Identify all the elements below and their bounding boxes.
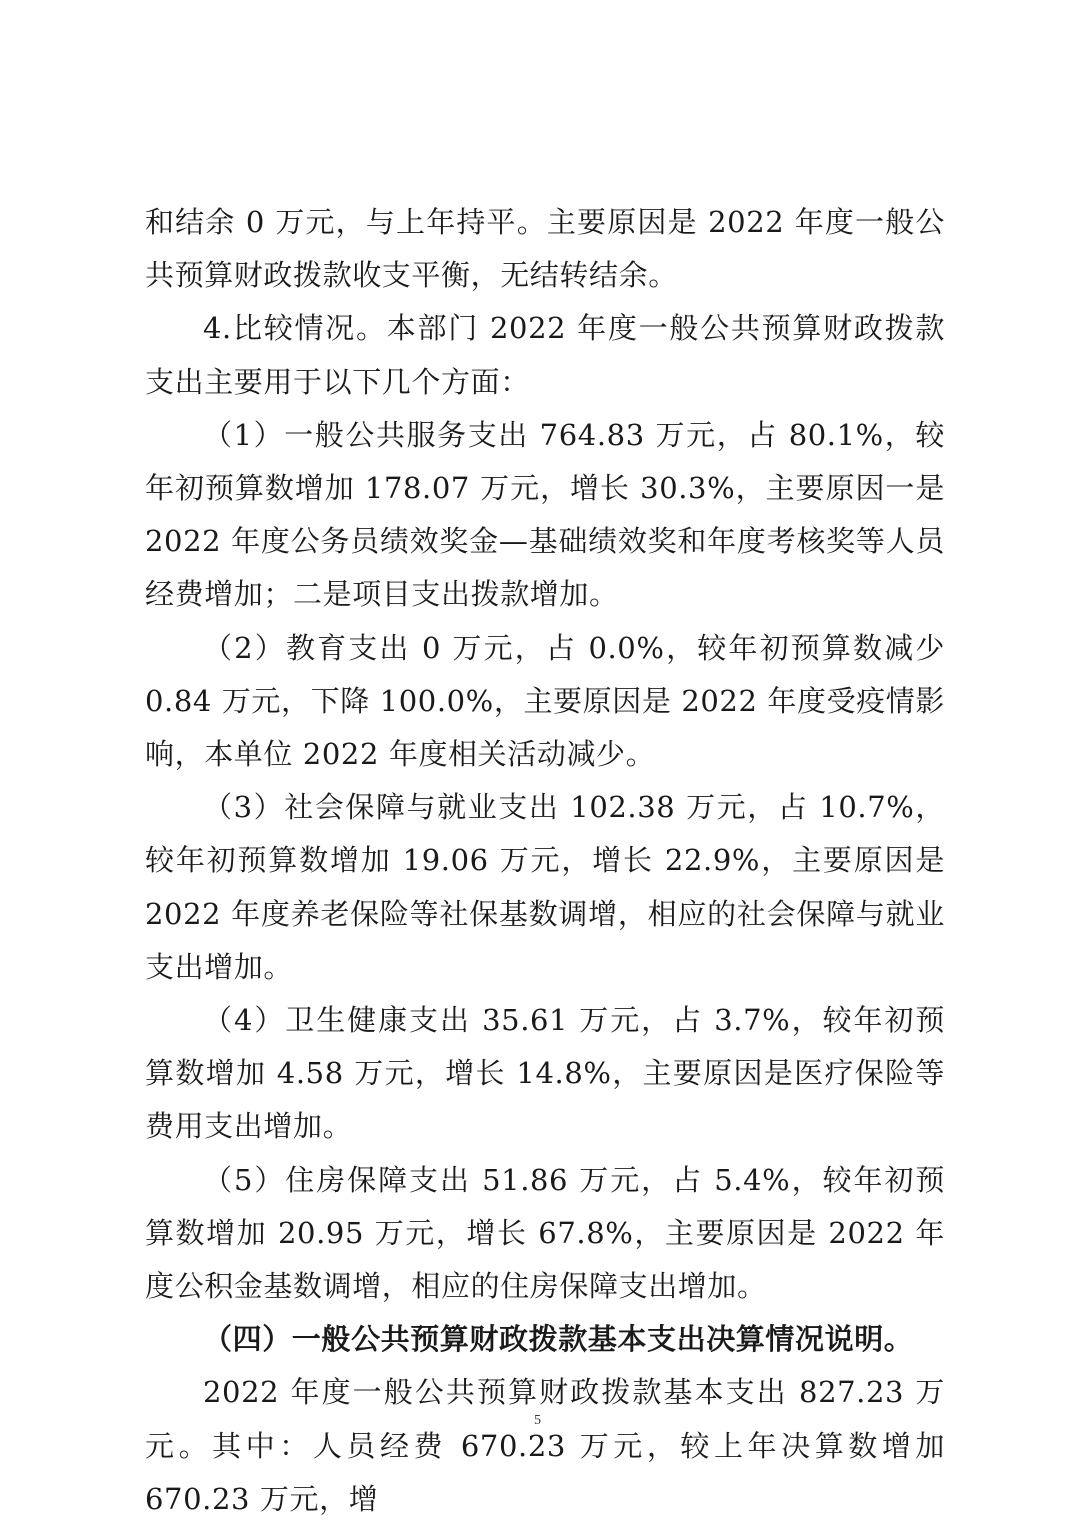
paragraph-comparison-intro: 4.比较情况。本部门 2022 年度一般公共预算财政拨款支出主要用于以下几个方面： <box>145 311 945 399</box>
section-heading: （四）一般公共预算财政拨款基本支出决算情况说明。 <box>203 1322 914 1357</box>
paragraph-continuation: 和结余 0 万元，与上年持平。主要原因是 2022 年度一般公共预算财政拨款收支平衡，无结转结余。 <box>145 205 945 293</box>
paragraph-basic-expenditure: 2022 年度一般公共预算财政拨款基本支出 827.23 万元。其中：人员经费 670.23 万元，较上年决算数增加 670.23 万元，增 <box>145 1375 945 1516</box>
paragraph-health: （4）卫生健康支出 35.61 万元，占 3.7%，较年初预算数增加 4.58 万元，增长 14.8%，主要原因是医疗保险等费用支出增加。 <box>145 1003 945 1144</box>
page-number: 5 <box>534 1413 541 1428</box>
paragraph-education: （2）教育支出 0 万元，占 0.0%，较年初预算数减少 0.84 万元，下降 100.0%，主要原因是 2022 年度受疫情影响，本单位 2022 年度相关活动减少。 <box>145 630 945 772</box>
page-body <box>145 196 945 1526</box>
paragraph-housing: （5）住房保障支出 51.86 万元，占 5.4%，较年初预算数增加 20.95 万元，增长 67.8%，主要原因是 2022 年度公积金基数调增，相应的住房保障支出增加。 <box>145 1162 945 1304</box>
paragraph-social-security: （3）社会保障与就业支出 102.38 万元，占 10.7%，较年初预算数增加 19.06 万元，增长 22.9%，主要原因是 2022 年度养老保险等社保基数调增，相应的社会保障与就业支出增加。 <box>145 790 945 984</box>
paragraph-general-public-services: （1）一般公共服务支出 764.83 万元，占 80.1%，较年初预算数增加 178.07 万元，增长 30.3%，主要原因一是 2022 年度公务员绩效奖金—基础绩效奖和年度考核奖等人员经费增加；二是项目支出拨款增加。 <box>145 417 945 612</box>
